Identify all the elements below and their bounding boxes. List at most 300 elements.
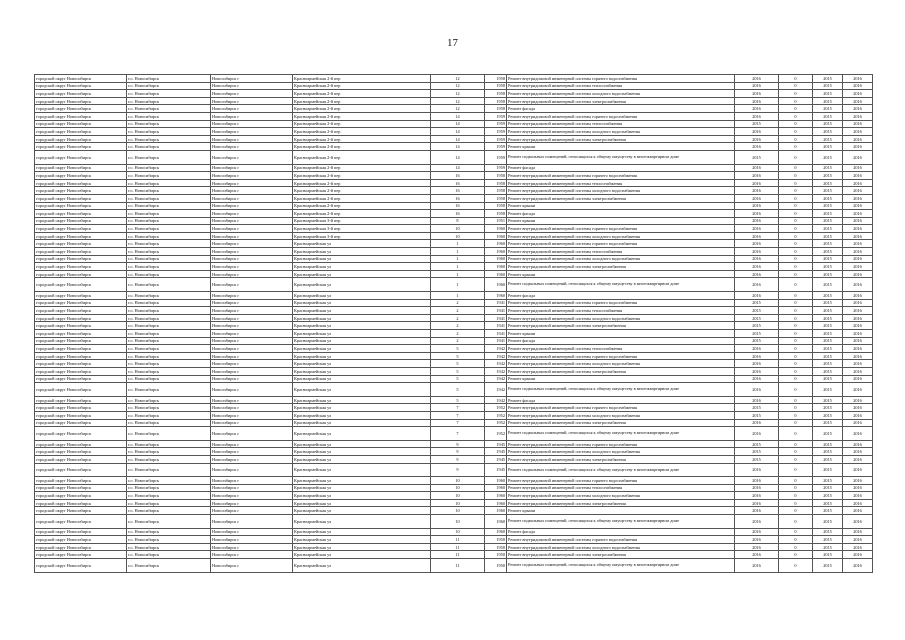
street-cell: Красноармейская ул xyxy=(293,270,431,278)
street-cell: Красноармейская ул xyxy=(293,484,431,492)
work-type-cell: Ремонт внутридомовой инженерной системы электроснабжения xyxy=(507,97,735,105)
work-type-cell: Ремонт внутридомовой инженерной системы электроснабжения xyxy=(507,322,735,330)
table-row xyxy=(35,345,873,353)
street-cell: Красноармейская ул xyxy=(293,507,431,515)
street-cell: Красноармейская ул xyxy=(293,263,431,271)
period-start-cell: 2015 xyxy=(813,322,843,330)
amount-cell: 0 xyxy=(779,375,813,383)
period-end-cell: 2016 xyxy=(843,82,873,90)
district-cell: городской округ Новосибирск xyxy=(35,120,127,128)
amount-cell: 0 xyxy=(779,337,813,345)
period-end-cell: 2016 xyxy=(843,307,873,315)
street-cell: Красноармейская ул xyxy=(293,375,431,383)
period-end-cell: 2016 xyxy=(843,210,873,218)
municipality-cell: г.о. Новосибирск xyxy=(127,559,211,573)
period-start-cell: 2015 xyxy=(813,360,843,368)
table-row xyxy=(35,463,873,477)
plan-year-cell: 2016 xyxy=(735,90,779,98)
house-number-cell: 10 xyxy=(431,499,485,507)
district-cell: городской округ Новосибирск xyxy=(35,448,127,456)
amount-cell: 0 xyxy=(779,225,813,233)
work-type-cell: Ремонт внутридомовой инженерной системы холодного водоснабжения xyxy=(507,255,735,263)
district-cell: городской округ Новосибирск xyxy=(35,225,127,233)
street-cell: Красноармейская ул xyxy=(293,477,431,485)
build-year-cell: 1945 xyxy=(485,440,507,448)
house-number-cell: 5 xyxy=(431,360,485,368)
build-year-cell: 1941 xyxy=(485,314,507,322)
plan-year-cell: 2016 xyxy=(735,112,779,120)
amount-cell: 0 xyxy=(779,194,813,202)
period-start-cell: 2015 xyxy=(813,477,843,485)
period-end-cell: 2016 xyxy=(843,278,873,292)
work-type-cell: Ремонт внутридомовой инженерной системы электроснабжения xyxy=(507,263,735,271)
municipality-cell: г.о. Новосибирск xyxy=(127,383,211,397)
amount-cell: 0 xyxy=(779,307,813,315)
build-year-cell: 1952 xyxy=(485,404,507,412)
table-row xyxy=(35,270,873,278)
period-start-cell: 2015 xyxy=(813,135,843,143)
period-end-cell: 2016 xyxy=(843,330,873,338)
plan-year-cell: 2015 xyxy=(735,337,779,345)
period-end-cell: 2016 xyxy=(843,135,873,143)
municipality-cell: г.о. Новосибирск xyxy=(127,322,211,330)
district-cell: городской округ Новосибирск xyxy=(35,484,127,492)
table-row xyxy=(35,484,873,492)
build-year-cell: 1952 xyxy=(485,419,507,427)
build-year-cell: 1942 xyxy=(485,360,507,368)
amount-cell: 0 xyxy=(779,499,813,507)
amount-cell: 0 xyxy=(779,112,813,120)
municipality-cell: г.о. Новосибирск xyxy=(127,90,211,98)
city-cell: Новосибирск г xyxy=(211,396,293,404)
municipality-cell: г.о. Новосибирск xyxy=(127,499,211,507)
city-cell: Новосибирск г xyxy=(211,120,293,128)
city-cell: Новосибирск г xyxy=(211,322,293,330)
street-cell: Красноармейская ул xyxy=(293,337,431,345)
amount-cell: 0 xyxy=(779,477,813,485)
city-cell: Новосибирск г xyxy=(211,330,293,338)
work-type-cell: Ремонт фасада xyxy=(507,337,735,345)
amount-cell: 0 xyxy=(779,232,813,240)
build-year-cell: 1958 xyxy=(485,97,507,105)
street-cell: Красноармейская ул xyxy=(293,396,431,404)
municipality-cell: г.о. Новосибирск xyxy=(127,330,211,338)
period-end-cell: 2016 xyxy=(843,202,873,210)
street-cell: Красноармейская 2-й пер xyxy=(293,194,431,202)
build-year-cell: 1950 xyxy=(485,543,507,551)
table-row xyxy=(35,492,873,500)
municipality-cell: г.о. Новосибирск xyxy=(127,345,211,353)
district-cell: городской округ Новосибирск xyxy=(35,179,127,187)
house-number-cell: 10 xyxy=(431,507,485,515)
work-type-cell: Ремонт внутридомовой инженерной системы горячего водоснабжения xyxy=(507,172,735,180)
city-cell: Новосибирск г xyxy=(211,292,293,300)
period-end-cell: 2016 xyxy=(843,463,873,477)
city-cell: Новосибирск г xyxy=(211,345,293,353)
period-start-cell: 2015 xyxy=(813,164,843,172)
period-start-cell: 2015 xyxy=(813,128,843,136)
period-end-cell: 2016 xyxy=(843,337,873,345)
municipality-cell: г.о. Новосибирск xyxy=(127,292,211,300)
house-number-cell: 9 xyxy=(431,455,485,463)
house-number-cell: 14 xyxy=(431,135,485,143)
street-cell: Красноармейская ул xyxy=(293,499,431,507)
street-cell: Красноармейская ул xyxy=(293,240,431,248)
street-cell: Красноармейская ул xyxy=(293,307,431,315)
build-year-cell: 1952 xyxy=(485,411,507,419)
table-row xyxy=(35,97,873,105)
build-year-cell: 1945 xyxy=(485,448,507,456)
house-number-cell: 1 xyxy=(431,240,485,248)
amount-cell: 0 xyxy=(779,179,813,187)
house-number-cell: 2 xyxy=(431,314,485,322)
city-cell: Новосибирск г xyxy=(211,404,293,412)
amount-cell: 0 xyxy=(779,536,813,544)
table-row xyxy=(35,194,873,202)
city-cell: Новосибирск г xyxy=(211,135,293,143)
work-type-cell: Ремонт фасада xyxy=(507,164,735,172)
district-cell: городской округ Новосибирск xyxy=(35,278,127,292)
street-cell: Красноармейская 2-й пер xyxy=(293,112,431,120)
amount-cell: 0 xyxy=(779,345,813,353)
plan-year-cell: 2016 xyxy=(735,396,779,404)
table-row xyxy=(35,143,873,151)
municipality-cell: г.о. Новосибирск xyxy=(127,179,211,187)
amount-cell: 0 xyxy=(779,367,813,375)
amount-cell: 0 xyxy=(779,172,813,180)
district-cell: городской округ Новосибирск xyxy=(35,330,127,338)
city-cell: Новосибирск г xyxy=(211,352,293,360)
work-type-cell: Ремонт фасада xyxy=(507,105,735,113)
period-end-cell: 2016 xyxy=(843,128,873,136)
period-end-cell: 2016 xyxy=(843,270,873,278)
amount-cell: 0 xyxy=(779,507,813,515)
table-row xyxy=(35,187,873,195)
table-row xyxy=(35,179,873,187)
amount-cell: 0 xyxy=(779,210,813,218)
street-cell: Красноармейская ул xyxy=(293,440,431,448)
plan-year-cell: 2016 xyxy=(735,232,779,240)
amount-cell: 0 xyxy=(779,383,813,397)
plan-year-cell: 2016 xyxy=(735,345,779,353)
table-row xyxy=(35,172,873,180)
work-type-cell: Ремонт внутридомовой инженерной системы теплоснабжения xyxy=(507,82,735,90)
period-end-cell: 2016 xyxy=(843,164,873,172)
amount-cell: 0 xyxy=(779,448,813,456)
city-cell: Новосибирск г xyxy=(211,515,293,529)
period-start-cell: 2015 xyxy=(813,440,843,448)
street-cell: Красноармейская ул xyxy=(293,515,431,529)
city-cell: Новосибирск г xyxy=(211,187,293,195)
amount-cell: 0 xyxy=(779,440,813,448)
street-cell: Красноармейская 2-й пер xyxy=(293,150,431,164)
work-type-cell: Ремонт внутридомовой инженерной системы электроснабжения xyxy=(507,135,735,143)
table-row xyxy=(35,551,873,559)
plan-year-cell: 2015 xyxy=(735,299,779,307)
amount-cell: 0 xyxy=(779,528,813,536)
plan-year-cell: 2016 xyxy=(735,367,779,375)
build-year-cell: 1958 xyxy=(485,187,507,195)
table-row xyxy=(35,217,873,225)
period-end-cell: 2016 xyxy=(843,404,873,412)
city-cell: Новосибирск г xyxy=(211,194,293,202)
house-number-cell: 12 xyxy=(431,97,485,105)
municipality-cell: г.о. Новосибирск xyxy=(127,455,211,463)
period-start-cell: 2015 xyxy=(813,330,843,338)
district-cell: городской округ Новосибирск xyxy=(35,314,127,322)
table-row xyxy=(35,263,873,271)
build-year-cell: 1960 xyxy=(485,477,507,485)
street-cell: Красноармейская ул xyxy=(293,419,431,427)
municipality-cell: г.о. Новосибирск xyxy=(127,255,211,263)
house-number-cell: 9 xyxy=(431,448,485,456)
district-cell: городской округ Новосибирск xyxy=(35,187,127,195)
period-start-cell: 2015 xyxy=(813,559,843,573)
period-end-cell: 2016 xyxy=(843,194,873,202)
district-cell: городской округ Новосибирск xyxy=(35,507,127,515)
period-end-cell: 2016 xyxy=(843,383,873,397)
build-year-cell: 1941 xyxy=(485,322,507,330)
period-start-cell: 2015 xyxy=(813,82,843,90)
plan-year-cell: 2016 xyxy=(735,75,779,83)
table-row xyxy=(35,396,873,404)
plan-year-cell: 2016 xyxy=(735,484,779,492)
municipality-cell: г.о. Новосибирск xyxy=(127,143,211,151)
plan-year-cell: 2016 xyxy=(735,499,779,507)
city-cell: Новосибирск г xyxy=(211,463,293,477)
street-cell: Красноармейская ул xyxy=(293,559,431,573)
district-cell: городской округ Новосибирск xyxy=(35,440,127,448)
work-type-cell: Ремонт внутридомовой инженерной системы холодного водоснабжения xyxy=(507,128,735,136)
amount-cell: 0 xyxy=(779,97,813,105)
plan-year-cell: 2016 xyxy=(735,202,779,210)
table-row xyxy=(35,383,873,397)
city-cell: Новосибирск г xyxy=(211,270,293,278)
amount-cell: 0 xyxy=(779,463,813,477)
amount-cell: 0 xyxy=(779,82,813,90)
work-type-cell: Ремонт внутридомовой инженерной системы холодного водоснабжения xyxy=(507,232,735,240)
house-number-cell: 5 xyxy=(431,367,485,375)
build-year-cell: 1942 xyxy=(485,396,507,404)
street-cell: Красноармейская ул xyxy=(293,299,431,307)
plan-year-cell: 2015 xyxy=(735,314,779,322)
plan-year-cell: 2016 xyxy=(735,128,779,136)
street-cell: Красноармейская 2-й пер xyxy=(293,128,431,136)
table-row xyxy=(35,559,873,573)
house-number-cell: 12 xyxy=(431,82,485,90)
table-row xyxy=(35,515,873,529)
city-cell: Новосибирск г xyxy=(211,217,293,225)
period-start-cell: 2015 xyxy=(813,507,843,515)
district-cell: городской округ Новосибирск xyxy=(35,477,127,485)
period-start-cell: 2015 xyxy=(813,225,843,233)
build-year-cell: 1941 xyxy=(485,299,507,307)
period-end-cell: 2016 xyxy=(843,179,873,187)
build-year-cell: 1960 xyxy=(485,515,507,529)
amount-cell: 0 xyxy=(779,427,813,441)
municipality-cell: г.о. Новосибирск xyxy=(127,75,211,83)
municipality-cell: г.о. Новосибирск xyxy=(127,367,211,375)
street-cell: Красноармейская ул xyxy=(293,404,431,412)
district-cell: городской округ Новосибирск xyxy=(35,404,127,412)
period-start-cell: 2015 xyxy=(813,105,843,113)
amount-cell: 0 xyxy=(779,263,813,271)
work-type-cell: Ремонт подвальных помещений, относящихся к общему имуществу в многоквартирном доме xyxy=(507,383,735,397)
plan-year-cell: 2016 xyxy=(735,292,779,300)
amount-cell: 0 xyxy=(779,330,813,338)
street-cell: Красноармейская ул xyxy=(293,528,431,536)
municipality-cell: г.о. Новосибирск xyxy=(127,543,211,551)
plan-year-cell: 2016 xyxy=(735,105,779,113)
period-start-cell: 2015 xyxy=(813,314,843,322)
house-number-cell: 10 xyxy=(431,225,485,233)
period-end-cell: 2016 xyxy=(843,536,873,544)
period-end-cell: 2016 xyxy=(843,352,873,360)
build-year-cell: 1941 xyxy=(485,337,507,345)
city-cell: Новосибирск г xyxy=(211,202,293,210)
municipality-cell: г.о. Новосибирск xyxy=(127,427,211,441)
table-row xyxy=(35,240,873,248)
work-type-cell: Ремонт внутридомовой инженерной системы электроснабжения xyxy=(507,499,735,507)
plan-year-cell: 2016 xyxy=(735,263,779,271)
house-number-cell: 16 xyxy=(431,202,485,210)
street-cell: Красноармейская ул xyxy=(293,543,431,551)
district-cell: городской округ Новосибирск xyxy=(35,375,127,383)
district-cell: городской округ Новосибирск xyxy=(35,164,127,172)
district-cell: городской округ Новосибирск xyxy=(35,75,127,83)
plan-year-cell: 2016 xyxy=(735,360,779,368)
period-end-cell: 2016 xyxy=(843,477,873,485)
period-end-cell: 2016 xyxy=(843,263,873,271)
district-cell: городской округ Новосибирск xyxy=(35,492,127,500)
street-cell: Красноармейская 2-й пер xyxy=(293,187,431,195)
amount-cell: 0 xyxy=(779,270,813,278)
amount-cell: 0 xyxy=(779,217,813,225)
district-cell: городской округ Новосибирск xyxy=(35,337,127,345)
city-cell: Новосибирск г xyxy=(211,112,293,120)
period-end-cell: 2016 xyxy=(843,217,873,225)
municipality-cell: г.о. Новосибирск xyxy=(127,337,211,345)
street-cell: Красноармейская ул xyxy=(293,292,431,300)
work-type-cell: Ремонт фасада xyxy=(507,210,735,218)
amount-cell: 0 xyxy=(779,105,813,113)
work-type-cell: Ремонт крыши xyxy=(507,330,735,338)
district-cell: городской округ Новосибирск xyxy=(35,194,127,202)
table-row xyxy=(35,255,873,263)
table-row xyxy=(35,477,873,485)
municipality-cell: г.о. Новосибирск xyxy=(127,299,211,307)
build-year-cell: 1960 xyxy=(485,263,507,271)
municipality-cell: г.о. Новосибирск xyxy=(127,515,211,529)
table-row xyxy=(35,404,873,412)
street-cell: Красноармейская ул xyxy=(293,448,431,456)
district-cell: городской округ Новосибирск xyxy=(35,240,127,248)
period-start-cell: 2015 xyxy=(813,463,843,477)
build-year-cell: 1959 xyxy=(485,120,507,128)
period-start-cell: 2015 xyxy=(813,270,843,278)
amount-cell: 0 xyxy=(779,404,813,412)
capital-repair-table xyxy=(34,74,873,573)
district-cell: городской округ Новосибирск xyxy=(35,217,127,225)
build-year-cell: 1950 xyxy=(485,559,507,573)
work-type-cell: Ремонт внутридомовой инженерной системы горячего водоснабжения xyxy=(507,440,735,448)
table-row xyxy=(35,360,873,368)
amount-cell: 0 xyxy=(779,248,813,256)
plan-year-cell: 2015 xyxy=(735,307,779,315)
municipality-cell: г.о. Новосибирск xyxy=(127,448,211,456)
house-number-cell: 14 xyxy=(431,150,485,164)
city-cell: Новосибирск г xyxy=(211,360,293,368)
street-cell: Красноармейская 2-й пер xyxy=(293,202,431,210)
plan-year-cell: 2016 xyxy=(735,97,779,105)
house-number-cell: 14 xyxy=(431,143,485,151)
work-type-cell: Ремонт крыши xyxy=(507,202,735,210)
district-cell: городской округ Новосибирск xyxy=(35,270,127,278)
municipality-cell: г.о. Новосибирск xyxy=(127,135,211,143)
street-cell: Красноармейская ул xyxy=(293,367,431,375)
municipality-cell: г.о. Новосибирск xyxy=(127,82,211,90)
city-cell: Новосибирск г xyxy=(211,150,293,164)
plan-year-cell: 2016 xyxy=(735,164,779,172)
street-cell: Красноармейская ул xyxy=(293,455,431,463)
plan-year-cell: 2016 xyxy=(735,427,779,441)
period-end-cell: 2016 xyxy=(843,120,873,128)
house-number-cell: 5 xyxy=(431,383,485,397)
build-year-cell: 1958 xyxy=(485,202,507,210)
period-end-cell: 2016 xyxy=(843,375,873,383)
period-start-cell: 2015 xyxy=(813,367,843,375)
amount-cell: 0 xyxy=(779,515,813,529)
build-year-cell: 1941 xyxy=(485,307,507,315)
table-row xyxy=(35,455,873,463)
house-number-cell: 5 xyxy=(431,345,485,353)
build-year-cell: 1959 xyxy=(485,164,507,172)
work-type-cell: Ремонт внутридомовой инженерной системы холодного водоснабжения xyxy=(507,411,735,419)
plan-year-cell: 2016 xyxy=(735,352,779,360)
city-cell: Новосибирск г xyxy=(211,232,293,240)
period-start-cell: 2015 xyxy=(813,187,843,195)
period-end-cell: 2016 xyxy=(843,484,873,492)
plan-year-cell: 2016 xyxy=(735,507,779,515)
period-start-cell: 2015 xyxy=(813,172,843,180)
work-type-cell: Ремонт внутридомовой инженерной системы горячего водоснабжения xyxy=(507,352,735,360)
city-cell: Новосибирск г xyxy=(211,528,293,536)
work-type-cell: Ремонт подвальных помещений, относящихся к общему имуществу в многоквартирном доме xyxy=(507,559,735,573)
table-row xyxy=(35,225,873,233)
house-number-cell: 1 xyxy=(431,278,485,292)
plan-year-cell: 2016 xyxy=(735,187,779,195)
amount-cell: 0 xyxy=(779,278,813,292)
street-cell: Красноармейская 3-й пер xyxy=(293,217,431,225)
work-type-cell: Ремонт крыши xyxy=(507,143,735,151)
house-number-cell: 10 xyxy=(431,492,485,500)
period-start-cell: 2015 xyxy=(813,551,843,559)
period-start-cell: 2015 xyxy=(813,492,843,500)
table-row xyxy=(35,337,873,345)
plan-year-cell: 2016 xyxy=(735,82,779,90)
street-cell: Красноармейская ул xyxy=(293,278,431,292)
house-number-cell: 16 xyxy=(431,172,485,180)
city-cell: Новосибирск г xyxy=(211,337,293,345)
plan-year-cell: 2016 xyxy=(735,225,779,233)
district-cell: городской округ Новосибирск xyxy=(35,150,127,164)
street-cell: Красноармейская 2-й пер xyxy=(293,105,431,113)
work-type-cell: Ремонт внутридомовой инженерной системы теплоснабжения xyxy=(507,307,735,315)
period-end-cell: 2016 xyxy=(843,559,873,573)
build-year-cell: 1951 xyxy=(485,217,507,225)
street-cell: Красноармейская 2-й пер xyxy=(293,164,431,172)
street-cell: Красноармейская ул xyxy=(293,330,431,338)
